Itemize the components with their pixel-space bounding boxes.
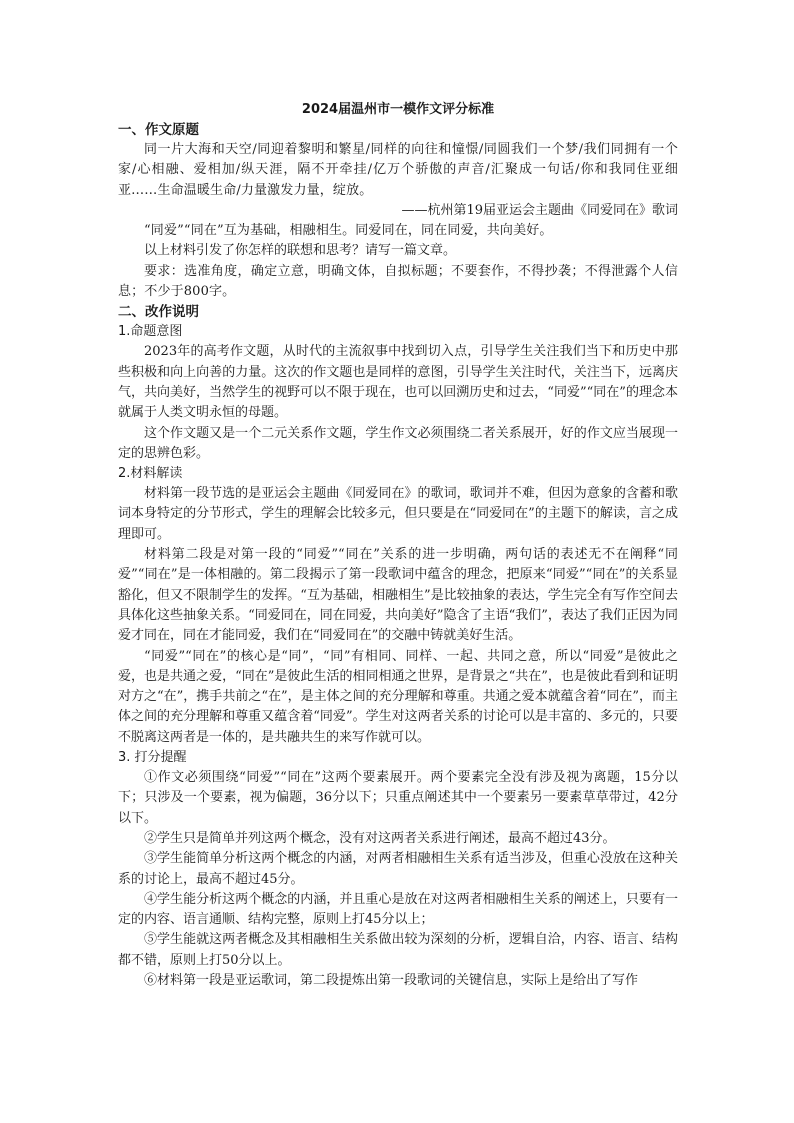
- document-page: [118, 100, 678, 991]
- scoring-tip-2: ②学生只是简单并列这两个概念，没有对这两者关系进行阐述，最高不超过43分。: [144, 830, 616, 846]
- prompt-material-2: “同爱”“同在”互为基础，相融相生。同爱同在，同在同爱，共向美好。: [144, 223, 553, 239]
- scoring-tip-4: ④学生能分析这两个概念的内涵，并且重心是放在对这两者相融相生关系的阐述上，只要有一定的内容、语言通顺、结构完整，原则上打45分以上；: [118, 891, 678, 928]
- intent-paragraph-2: 这个作文题又是一个二元关系作文题，学生作文必须围绕二者关系展开，好的作文应当展现一定的思辨色彩。: [118, 425, 678, 461]
- section-heading-grading-notes: 二、改作说明: [118, 304, 199, 321]
- section-heading-original-prompt: 一、作文原题: [118, 122, 199, 138]
- subheading-intent: 1.命题意图: [118, 324, 183, 340]
- subheading-scoring-tips: 3. 打分提醒: [118, 750, 187, 766]
- document-title: 2024届温州市一模作文评分标准: [301, 102, 495, 117]
- lyrics-source: ——杭州第19届亚运会主题曲《同爱同在》歌词: [401, 202, 678, 218]
- prompt-lyrics: 同一片大海和天空/同迎着黎明和繁星/同样的向往和憧憬/同圆我们一个梦/我们同拥有一个家/心相融、爱相加/纵天涯，隔不开牵挂/亿万个骄傲的声音/汇聚成一句话/你和我同住亚细亚……生命温暖生命/力量激发力量，绽放。: [118, 142, 678, 198]
- reading-paragraph-2: 材料第二段是对第一段的“同爱”“同在”关系的进一步明确，两句话的表述无不在阐释“同爱”“同在”是一体相融的。第二段揭示了第一段歌词中蕴含的理念，把原来“同爱”“同在”的关系显豁化，但又不限制学生的发挥。“互为基础，相融相生”是比较抽象的表达，学生完全有写作空间去具体化这些抽象关系。“同爱同在，同在同爱，共向美好”隐含了主语“我们”，表达了我们正因为同爱才同在，同在才能同爱，我们在“同爱同在”的交融中铸就美好生活。: [118, 547, 678, 644]
- scoring-tip-3: ③学生能简单分析这两个概念的内涵，对两者相融相生关系有适当涉及，但重心没放在这种关系的讨论上，最高不超过45分。: [118, 851, 678, 887]
- reading-paragraph-1: 材料第一段节选的是亚运会主题曲《同爱同在》的歌词，歌词并不难，但因为意象的含蓄和歌词本身特定的分节形式，学生的理解会比较多元，但只要是在“同爱同在”的主题下的解读，言之成理即可。: [118, 486, 678, 542]
- scoring-tip-1: ①作文必须围绕“同爱”“同在”这两个要素展开。两个要素完全没有涉及视为离题，15分以下；只涉及一个要素，视为偏题，36分以下；只重点阐述其中一个要素另一要素草草带过，42分以下。: [118, 770, 678, 826]
- scoring-tip-6: ⑥材料第一段是亚运歌词，第二段提炼出第一段歌词的关键信息，实际上是给出了写作: [144, 972, 639, 988]
- prompt-question: 以上材料引发了你怎样的联想和思考？请写一篇文章。: [144, 243, 457, 259]
- reading-paragraph-3: “同爱”“同在”的核心是“同”，“同”有相同、同样、一起、共同之意，所以“同爱”是彼此之爱，也是共通之爱，“同在”是彼此生活的相同相通之世界，是背景之“共在”，也是彼此看到和证明对方之“在”，携手共前之“在”，是主体之间的充分理解和尊重。共通之爱本就蕴含着“同在”，而主体之间的充分理解和尊重又蕴含着“同爱”。学生对这两者关系的讨论可以是丰富的、多元的，只要不脱离这两者是一体的，是共融共生的来写作就可以。: [118, 648, 678, 745]
- prompt-requirements: 要求：选准角度，确定立意，明确文体，自拟标题；不要套作，不得抄袭；不得泄露个人信息；不少于800字。: [118, 263, 678, 300]
- scoring-tip-5: ⑤学生能就这两者概念及其相融相生关系做出较为深刻的分析，逻辑自洽，内容、语言、结构都不错，原则上打50分以上。: [118, 932, 678, 968]
- subheading-material-reading: 2.材料解读: [118, 466, 183, 482]
- intent-paragraph-1: 2023年的高考作文题，从时代的主流叙事中找到切入点，引导学生关注我们当下和历史中那些积极和向上向善的力量。这次的作文题也是同样的意图，引导学生关注时代，关注当下，远离庆气，共向美好，当然学生的视野可以不限于现在，也可以回溯历史和过去，“同爱”“同在”的理念本就属于人类文明永恒的母题。: [118, 344, 678, 421]
